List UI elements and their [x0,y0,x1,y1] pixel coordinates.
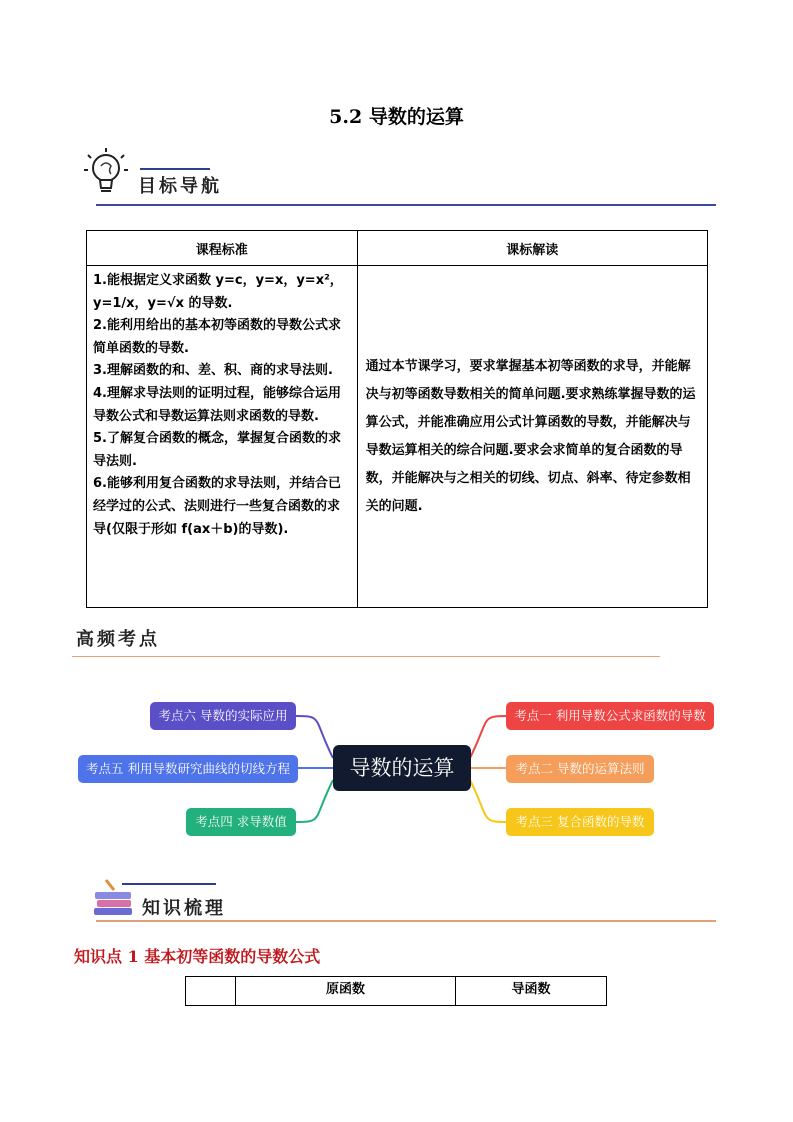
section-banner-hot [72,620,662,662]
table-header-derivative: 导函数 [456,977,607,1006]
list-item: 2.能利用给出的基本初等函数的导数公式求简单函数的导数. [93,318,341,356]
banner-accent-line [122,883,216,885]
mindmap-node-2: 考点二 导数的运算法则 [506,755,654,783]
section-title-goal: 目标导航 [138,176,222,197]
section-title-hot: 高频考点 [76,629,160,650]
standard-list [87,266,358,608]
knowledge-point-title: 知识点 1 基本初等函数的导数公式 [74,947,321,966]
mindmap-node-5: 考点五 利用导数研究曲线的切线方程 [78,755,298,783]
section-banner-knowledge [92,878,718,926]
table-header-index [186,977,236,1006]
mindmap-node-1: 考点一 利用导数公式求函数的导数 [506,702,714,730]
list-item: 5.了解复合函数的概念，掌握复合函数的求导法则. [93,431,341,469]
page-title: 5.2 导数的运算 [329,106,464,128]
mindmap-node-6: 考点六 导数的实际应用 [150,702,296,730]
banner-underline [96,204,716,206]
mindmap-node-4: 考点四 求导数值 [186,808,296,836]
list-item: 4.理解求导法则的证明过程，能够综合运用导数公式和导数运算法则求函数的导数. [93,385,341,424]
mindmap-center: 导数的运算 [333,745,471,791]
banner-underline [72,656,660,657]
list-item: 6.能够利用复合函数的求导法则，并结合已经学过的公式、法则进行一些复合函数的求导(仅限于形如 f(ax＋b)的导数). [93,476,341,537]
list-item: 3.理解函数的和、差、积、商的求导法则. [93,363,333,379]
banner-underline [96,920,716,922]
section-banner-goal [82,144,722,197]
table-header-interpret: 课标解读 [357,231,707,266]
banner-accent-line [140,168,210,170]
derivative-formula-table [185,976,607,1006]
list-item: 1.能根据定义求函数 y=c，y=x，y=x²，y=1/x，y=√x 的导数. [93,273,343,311]
table-header-standard: 课程标准 [87,231,358,266]
mindmap-node-3: 考点三 复合函数的导数 [506,808,654,836]
course-standard-table [86,230,708,608]
interpretation-text: 通过本节课学习，要求掌握基本初等函数的求导，并能解决与初等函数导数相关的简单问题.要求熟练掌握导数的运算公式，并能准确应用公式计算函数的导数，并能解决与导数运算相关的综合问题.要求会求简单的复合函数的导数，并能解决与之相关的切线、切点、斜率、待定参数相关的问题. [357,266,707,608]
lightbulb-icon [82,146,130,200]
table-header-original: 原函数 [236,977,456,1006]
section-title-knowledge: 知识梳理 [142,898,226,919]
